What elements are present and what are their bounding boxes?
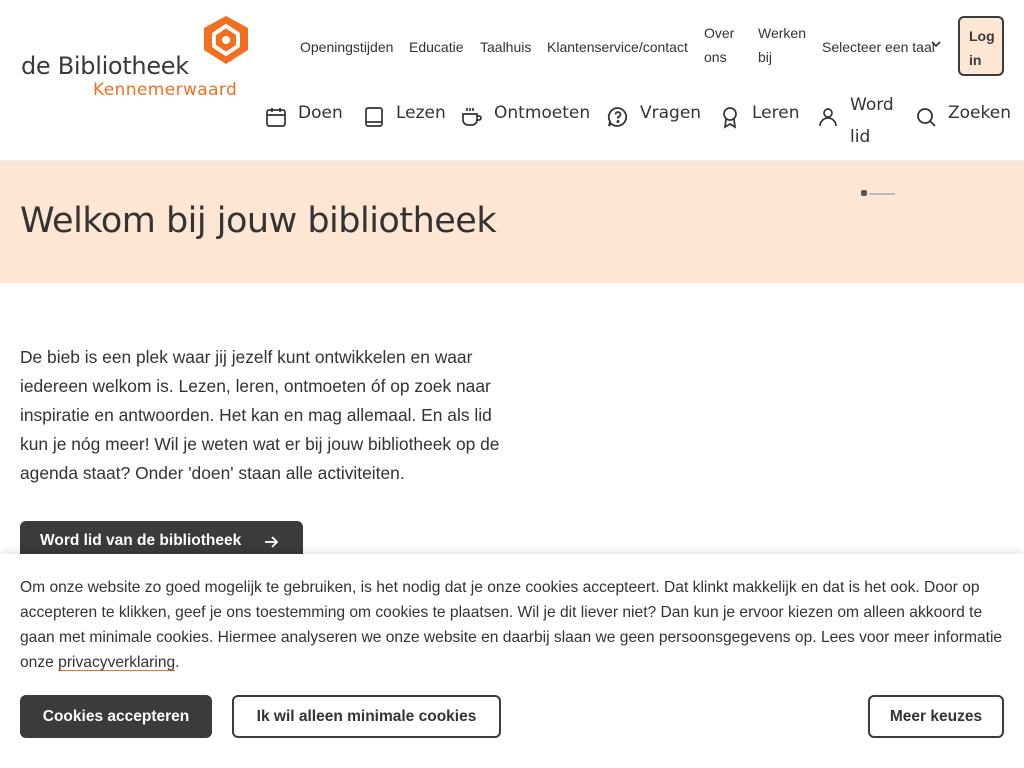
- accept-cookies-button[interactable]: Cookies accepteren: [20, 695, 212, 738]
- main-nav-label: Zoeken: [948, 103, 1011, 123]
- top-nav-openingstijden[interactable]: Openingstijden: [300, 39, 394, 55]
- login-button[interactable]: [958, 16, 1004, 76]
- chevron-down-icon: [930, 38, 942, 50]
- language-label: Selecteer een taal: [822, 39, 935, 55]
- hero-banner: [0, 161, 1024, 283]
- main-nav-label: Word lid: [850, 95, 894, 147]
- top-nav-werken-bij[interactable]: Werken bij: [758, 25, 806, 65]
- language-select[interactable]: [822, 35, 935, 59]
- main-nav-label: Lezen: [396, 103, 446, 123]
- cookie-end: .: [175, 654, 180, 671]
- site-header: [0, 0, 1024, 161]
- logo-subtitle: Kennemerwaard: [93, 80, 238, 100]
- hero-decoration: [861, 188, 897, 198]
- cookie-body: Om onze website zo goed mogelijk te gebruiken, is het nodig dat je onze cookies accepteert. Dat klinkt makkelijk en dat is het ook. Door op accepteren te klikken, geef je ons toestemming om cookies te plaatsen. Wil je dit liever niet? Dan kun je ervoor kiezen om alleen akkoord te gaan met minimale cookies. Hiermee analyseren we onze website en daarbij slaan we geen persoonsgegevens op. Lees voor meer informatie onze: [20, 579, 1003, 671]
- main-nav-label: Leren: [752, 103, 800, 123]
- logo-mark-icon: [200, 14, 252, 66]
- cookie-text: [20, 575, 1010, 675]
- more-choices-button[interactable]: Meer keuzes: [868, 695, 1004, 738]
- main-nav-label: Vragen: [640, 103, 702, 123]
- cookie-banner: [0, 554, 1024, 768]
- person-icon: [816, 105, 840, 129]
- logo-title: de Bibliotheek: [21, 52, 189, 80]
- main-nav-label: Doen: [298, 103, 343, 123]
- question-bubble-icon: [606, 105, 630, 129]
- top-nav-over-ons[interactable]: Over ons: [704, 25, 735, 65]
- page-title: Welkom bij jouw bibliotheek: [20, 201, 497, 241]
- logo[interactable]: [20, 14, 252, 104]
- search-icon: [914, 105, 938, 129]
- calendar-icon: [264, 105, 288, 129]
- coffee-cup-icon: [460, 105, 484, 129]
- privacy-link[interactable]: privacyverklaring: [58, 654, 176, 671]
- minimal-cookies-button[interactable]: Ik wil alleen minimale cookies: [232, 695, 501, 738]
- award-icon: [718, 105, 742, 129]
- top-nav-educatie[interactable]: Educatie: [409, 39, 464, 55]
- top-nav-klantenservice[interactable]: Klantenservice/contact: [547, 39, 688, 55]
- main-nav-label: Ontmoeten: [494, 103, 591, 123]
- intro-text: De bieb is een plek waar jij jezelf kunt ontwikkelen en waar iedereen welkom is. Lezen, leren, ontmoeten óf op zoek naar inspiratie en antwoorden. Het kan en mag allemaal. En als lid kun je nóg meer! Wil je weten wat er bij jouw bibliotheek op de agenda staat? Onder 'doen' staan alle activiteiten.: [20, 347, 500, 483]
- arrow-right-icon: [263, 534, 279, 550]
- cta-label: Word lid van de bibliotheek: [40, 532, 242, 549]
- login-label: Log in: [969, 28, 995, 68]
- book-icon: [362, 105, 386, 129]
- top-nav-taalhuis[interactable]: Taalhuis: [480, 39, 532, 55]
